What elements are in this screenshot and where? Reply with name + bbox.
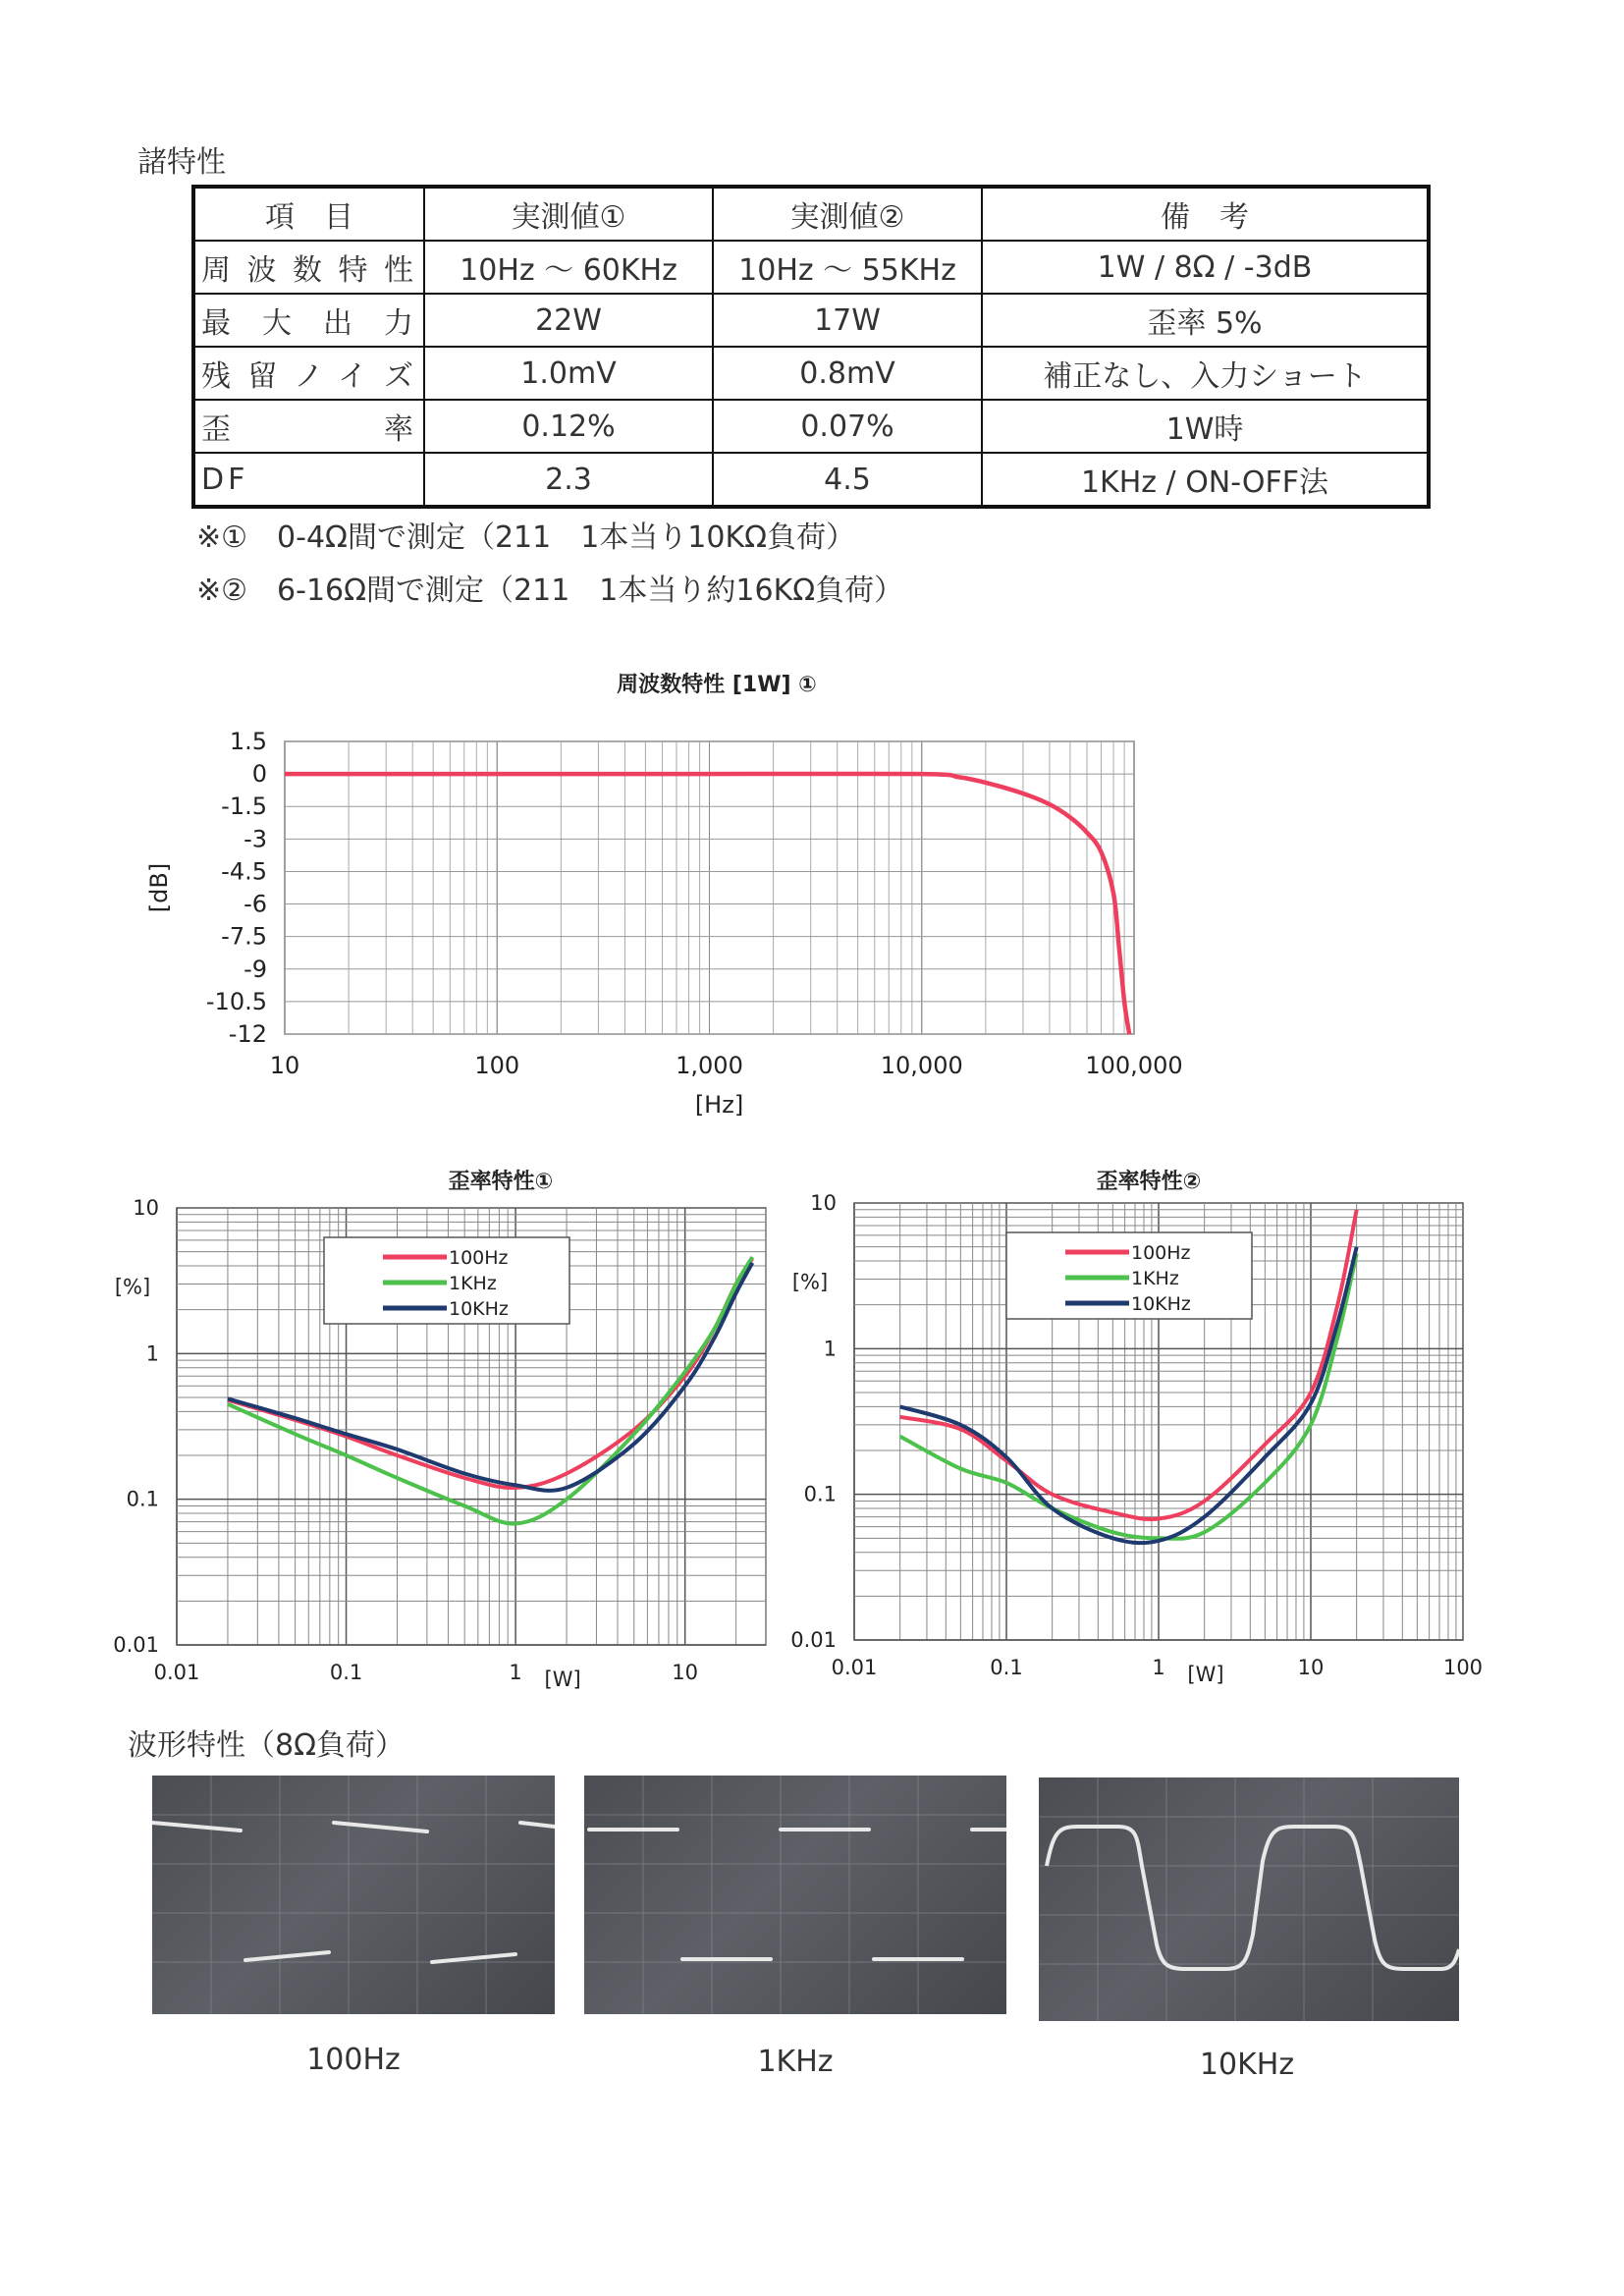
header-remarks: 備 考 bbox=[982, 187, 1429, 241]
waveform-10khz bbox=[1039, 1777, 1459, 2021]
legend-label: 1KHz bbox=[1131, 1268, 1179, 1289]
header-measured-1: 実測値① bbox=[424, 187, 713, 241]
y-axis-label: [%] bbox=[114, 1275, 151, 1299]
y-tick-label: 0.01 bbox=[790, 1628, 837, 1652]
y-tick-label: 10 bbox=[133, 1196, 159, 1220]
table-row bbox=[193, 400, 1429, 453]
x-tick-label: 0.01 bbox=[153, 1661, 200, 1684]
oscilloscope-100hz bbox=[152, 1776, 555, 2014]
x-axis-label: [W] bbox=[1187, 1663, 1224, 1686]
y-tick-label: -10.5 bbox=[205, 987, 267, 1015]
footnote-1: ※① 0-4Ω間で測定（211 1本当り10KΩ負荷） bbox=[196, 520, 856, 555]
row-note: 1KHz / ON-OFF法 bbox=[982, 453, 1429, 507]
x-tick-label: 1,000 bbox=[676, 1052, 743, 1079]
x-tick-label: 10,000 bbox=[880, 1052, 963, 1079]
table-row bbox=[193, 241, 1429, 294]
row-value-1: 22W bbox=[424, 294, 713, 347]
waveform-label-100hz: 100Hz bbox=[306, 2043, 401, 2077]
y-tick-label: 1 bbox=[145, 1341, 159, 1366]
thd1-chart-title: 歪率特性① bbox=[448, 1170, 554, 1194]
row-note: 1W時 bbox=[982, 400, 1429, 453]
y-tick-label: -1.5 bbox=[221, 793, 267, 821]
row-value-1: 0.12% bbox=[424, 400, 713, 453]
thd2-chart-title: 歪率特性② bbox=[1096, 1170, 1202, 1194]
spec-header-row bbox=[193, 187, 1429, 241]
row-value-1: 10Hz ～ 60KHz bbox=[424, 241, 713, 294]
waveform-label-1khz: 1KHz bbox=[757, 2045, 834, 2079]
frequency-response-chart bbox=[137, 707, 1218, 1120]
table-row bbox=[193, 347, 1429, 400]
row-value-1: 1.0mV bbox=[424, 347, 713, 400]
y-tick-label: 10 bbox=[810, 1191, 837, 1215]
y-tick-label: 0.1 bbox=[126, 1487, 159, 1511]
y-tick-label: -3 bbox=[244, 825, 267, 853]
x-tick-label: 10 bbox=[1297, 1656, 1325, 1679]
row-label: 周波数特性 bbox=[193, 241, 424, 294]
oscilloscope-1khz bbox=[584, 1776, 1006, 2014]
row-value-2: 17W bbox=[713, 294, 982, 347]
y-tick-label: 1 bbox=[823, 1337, 837, 1361]
row-value-2: 0.8mV bbox=[713, 347, 982, 400]
footnote-2: ※② 6-16Ω間で測定（211 1本当り約16KΩ負荷） bbox=[196, 574, 904, 608]
row-value-2: 0.07% bbox=[713, 400, 982, 453]
waveform-100hz bbox=[152, 1776, 555, 2014]
waveform-1khz bbox=[584, 1776, 1006, 2014]
x-axis-label: [Hz] bbox=[694, 1091, 744, 1119]
y-tick-label: -6 bbox=[244, 890, 267, 918]
legend-label: 100Hz bbox=[1131, 1242, 1191, 1264]
row-value-1: 2.3 bbox=[424, 453, 713, 507]
waveform-section-title: 波形特性（8Ω負荷） bbox=[128, 1728, 406, 1763]
freq-chart-title: 周波数特性 [1W] ① bbox=[617, 673, 817, 697]
header-item: 項 目 bbox=[193, 187, 424, 241]
y-tick-label: 0.1 bbox=[803, 1482, 837, 1506]
x-tick-label: 10 bbox=[269, 1052, 300, 1079]
spec-section-title: 諸特性 bbox=[137, 145, 226, 180]
spec-table bbox=[191, 185, 1431, 509]
x-tick-label: 100 bbox=[1442, 1656, 1484, 1679]
y-tick-label: -9 bbox=[244, 955, 267, 983]
y-tick-label: 0.01 bbox=[113, 1633, 159, 1657]
y-tick-label: 1.5 bbox=[229, 728, 267, 755]
x-tick-label: 1 bbox=[509, 1661, 522, 1684]
legend-label: 1KHz bbox=[449, 1273, 497, 1294]
row-note: 1W / 8Ω / -3dB bbox=[982, 241, 1429, 294]
legend-label: 100Hz bbox=[449, 1247, 509, 1269]
legend-label: 10KHz bbox=[1131, 1293, 1191, 1315]
waveform-label-10khz: 10KHz bbox=[1199, 2048, 1295, 2082]
distortion-chart-2 bbox=[776, 1188, 1512, 1709]
x-tick-label: 0.1 bbox=[990, 1656, 1023, 1679]
row-label: 歪率 bbox=[193, 400, 424, 453]
row-label: 残留ノイズ bbox=[193, 347, 424, 400]
row-label: DF bbox=[193, 453, 424, 507]
row-value-2: 10Hz ～ 55KHz bbox=[713, 241, 982, 294]
row-value-2: 4.5 bbox=[713, 453, 982, 507]
y-tick-label: -7.5 bbox=[221, 922, 267, 951]
x-tick-label: 100,000 bbox=[1085, 1052, 1183, 1079]
y-axis-label: [%] bbox=[791, 1270, 829, 1294]
table-row bbox=[193, 453, 1429, 507]
legend-label: 10KHz bbox=[449, 1298, 509, 1320]
y-axis-label: [dB] bbox=[145, 862, 173, 913]
x-tick-label: 0.1 bbox=[329, 1661, 363, 1684]
x-tick-label: 1 bbox=[1152, 1656, 1165, 1679]
x-tick-label: 100 bbox=[474, 1052, 520, 1079]
table-row bbox=[193, 294, 1429, 347]
row-note: 補正なし、入力ショート bbox=[982, 347, 1429, 400]
row-label: 最大出力 bbox=[193, 294, 424, 347]
distortion-chart-1 bbox=[88, 1188, 795, 1709]
y-tick-label: -12 bbox=[228, 1020, 267, 1048]
x-tick-label: 0.01 bbox=[831, 1656, 878, 1679]
header-measured-2: 実測値② bbox=[713, 187, 982, 241]
row-note: 歪率 5% bbox=[982, 294, 1429, 347]
y-tick-label: -4.5 bbox=[221, 857, 267, 886]
x-axis-label: [W] bbox=[544, 1667, 581, 1691]
x-tick-label: 10 bbox=[672, 1661, 699, 1684]
oscilloscope-10khz bbox=[1039, 1777, 1459, 2021]
y-tick-label: 0 bbox=[251, 760, 267, 789]
